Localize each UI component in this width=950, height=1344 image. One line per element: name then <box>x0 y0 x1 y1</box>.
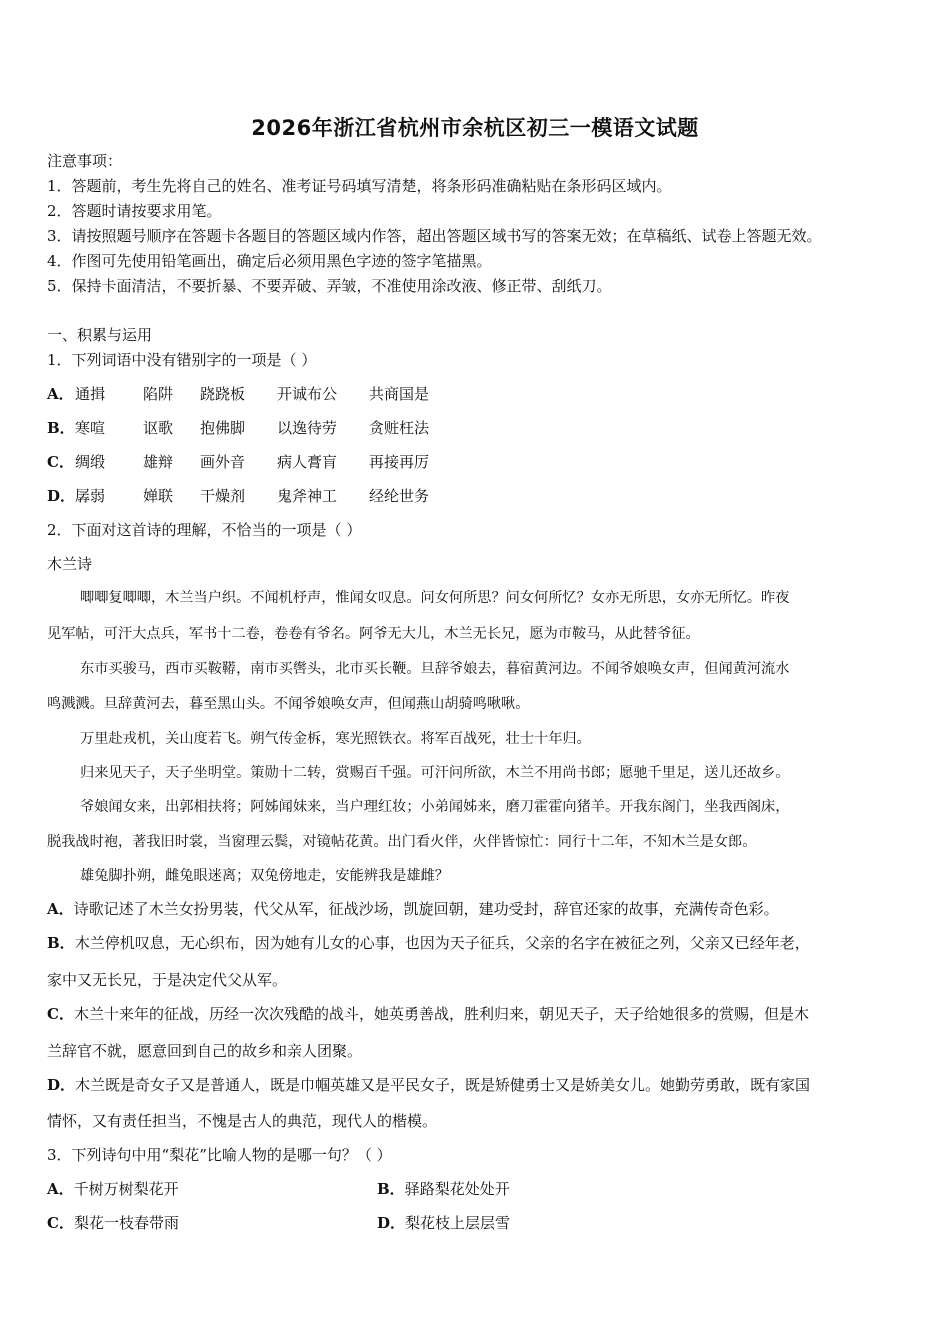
question-3-stem: 3．下列诗句中用“梨花”比喻人物的是哪一句？（ ） <box>47 1146 392 1164</box>
option-label: A． <box>47 1180 74 1198</box>
poem-line: 万里赴戎机，关山度若飞。朔气传金柝，寒光照铁衣。将军百战死，壮士十年归。 <box>80 731 591 747</box>
notice-item: 2．答题时请按要求用笔。 <box>47 202 222 220</box>
poem-title: 木兰诗 <box>47 555 93 573</box>
option-label: A． <box>47 385 74 403</box>
poem-line: 归来见天子，天子坐明堂。策勋十二转，赏赐百千强。可汗问所欲，木兰不用尚书郎；愿驰千里足，送儿还故乡。 <box>80 765 790 781</box>
q2-option-d-cont: 情怀，又有责任担当，不愧是古人的典范，现代人的楷模。 <box>47 1112 438 1130</box>
option-text: 梨花一枝春带雨 <box>73 1214 179 1232</box>
q2-option-d <box>47 1075 810 1095</box>
option-text: 驿路梨花处处开 <box>404 1180 510 1198</box>
option-label: C． <box>47 453 74 471</box>
poem-line: 唧唧复唧唧，木兰当户织。不闻机杼声，惟闻女叹息。问女何所思？问女何所忆？女亦无所思，女亦无所忆。昨夜 <box>80 590 790 606</box>
option-label: C． <box>47 1214 74 1232</box>
option-label: B． <box>47 934 75 952</box>
option-word: 开诚布公 <box>277 385 338 403</box>
q3-option-c <box>47 1213 179 1233</box>
option-text: 诗歌记述了木兰女扮男装，代父从军，征战沙场，凯旋回朝，建功受封，辞官还家的故事，充满传奇色彩。 <box>73 900 779 918</box>
q3-option-d <box>377 1213 510 1233</box>
notice-item: 3．请按照题号顺序在答题卡各题目的答题区域内作答，超出答题区域书写的答案无效；在草稿纸、试卷上答题无效。 <box>47 227 822 245</box>
notice-item: 1．答题前，考生先将自己的姓名、准考证号码填写清楚，将条形码准确粘贴在条形码区域内。 <box>47 177 672 195</box>
option-text: 木兰既是奇女子又是普通人，既是巾帼英雄又是平民女子，既是矫健勇士又是娇美女儿。她勤劳勇敢，既有家国 <box>75 1076 811 1094</box>
option-word: 绸缎 <box>75 453 106 471</box>
poem-line: 脱我战时袍，著我旧时裳，当窗理云鬓，对镜帖花黄。出门看火伴，火伴皆惊忙：同行十二年，不知木兰是女郎。 <box>47 834 757 850</box>
option-word: 跷跷板 <box>200 385 246 403</box>
page-title: 2026年浙江省杭州市余杭区初三一模语文试题 <box>251 116 699 140</box>
notice-item: 4．作图可先使用铅笔画出，确定后必须用黑色字迹的签字笔描黑。 <box>47 252 492 270</box>
q1-option-c <box>47 452 449 472</box>
q1-option-d <box>47 486 449 506</box>
option-label: D． <box>47 1076 76 1094</box>
option-word: 雄辩 <box>143 453 174 471</box>
notice-item: 5．保持卡面清洁，不要折暴、不要弄破、弄皱，不准使用涂改液、修正带、刮纸刀。 <box>47 277 612 295</box>
option-word: 以逸待劳 <box>277 419 338 437</box>
option-word: 经纶世务 <box>369 487 430 505</box>
option-word: 共商国是 <box>369 385 430 403</box>
option-word: 干燥剂 <box>200 487 246 505</box>
q2-option-c-cont: 兰辞官不就，愿意回到自己的故乡和亲人团聚。 <box>47 1042 363 1060</box>
option-label: D． <box>47 487 76 505</box>
option-word: 再接再厉 <box>369 453 430 471</box>
option-text: 木兰停机叹息，无心织布，因为她有儿女的心事，也因为天子征兵，父亲的名字在被征之列，父亲又已经年老， <box>74 934 810 952</box>
option-word: 陷阱 <box>143 385 174 403</box>
question-2-stem: 2．下面对这首诗的理解，不恰当的一项是（ ） <box>47 521 362 539</box>
option-text: 千树万树梨花开 <box>73 1180 179 1198</box>
poem-line: 鸣溅溅。旦辞黄河去，暮至黑山头。不闻爷娘唤女声，但闻燕山胡骑鸣啾啾。 <box>47 696 530 712</box>
question-1-stem: 1．下列词语中没有错别字的一项是（ ） <box>47 351 317 369</box>
q2-option-b <box>47 933 810 953</box>
q1-option-b <box>47 418 449 438</box>
option-word: 通揖 <box>75 385 106 403</box>
option-label: D． <box>377 1214 406 1232</box>
q2-option-c <box>47 1004 809 1024</box>
option-word: 抱佛脚 <box>200 419 246 437</box>
section-heading: 一、积累与运用 <box>47 326 153 344</box>
q3-option-b <box>377 1179 510 1199</box>
option-word: 画外音 <box>200 453 246 471</box>
q2-option-b-cont: 家中又无长兄，于是决定代父从军。 <box>47 971 288 989</box>
poem-line: 爷娘闻女来，出郭相扶将；阿姊闻妹来，当户理红妆；小弟闻姊来，磨刀霍霍向猪羊。开我东阁门，坐我西阁床， <box>80 799 790 815</box>
q1-option-a <box>47 384 449 404</box>
option-text: 木兰十来年的征战，历经一次次残酷的战斗，她英勇善战，胜利归来，朝见天子，天子给她很多的赏赐，但是木 <box>73 1005 809 1023</box>
option-text: 梨花枝上层层雪 <box>405 1214 511 1232</box>
option-word: 贪赃枉法 <box>369 419 430 437</box>
option-label: A． <box>47 900 74 918</box>
option-word: 鬼斧神工 <box>277 487 338 505</box>
option-label: B． <box>377 1180 405 1198</box>
poem-line: 雄兔脚扑朔，雌兔眼迷离；双兔傍地走，安能辨我是雄雌？ <box>80 868 449 884</box>
option-word: 婵联 <box>143 487 174 505</box>
poem-line: 见军帖，可汗大点兵，军书十二卷，卷卷有爷名。阿爷无大儿，木兰无长兄，愿为市鞍马，从此替爷征。 <box>47 626 700 642</box>
option-word: 孱弱 <box>75 487 106 505</box>
q2-option-a <box>47 899 779 919</box>
option-word: 讴歌 <box>143 419 174 437</box>
option-word: 病人膏肓 <box>277 453 338 471</box>
notice-heading: 注意事项： <box>47 152 123 170</box>
q3-option-a <box>47 1179 179 1199</box>
option-label: B． <box>47 419 75 437</box>
poem-line: 东市买骏马，西市买鞍鞯，南市买辔头，北市买长鞭。旦辞爷娘去，暮宿黄河边。不闻爷娘唤女声，但闻黄河流水 <box>80 661 790 677</box>
option-word: 寒喧 <box>75 419 106 437</box>
option-label: C． <box>47 1005 74 1023</box>
